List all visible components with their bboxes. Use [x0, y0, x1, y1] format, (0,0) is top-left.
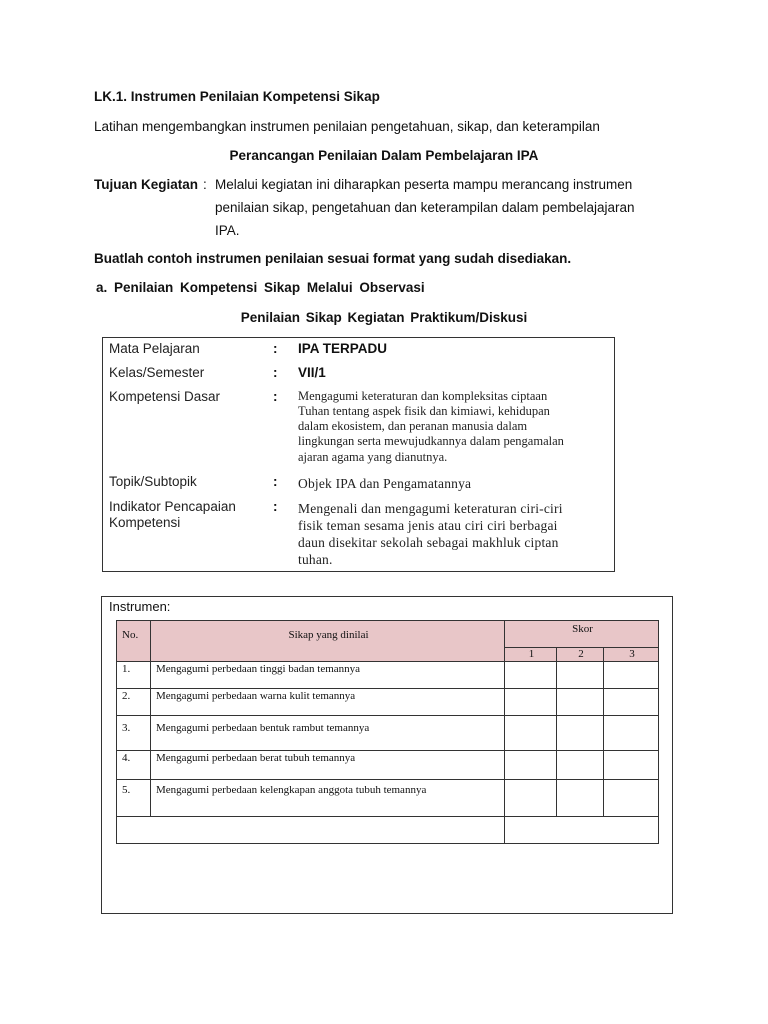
- tujuan-colon: :: [203, 177, 207, 192]
- kelas-value: VII/1: [298, 365, 326, 380]
- instrumen-label: Instrumen:: [109, 599, 171, 614]
- score-cell-3[interactable]: [603, 750, 659, 780]
- skor-col-label: 2: [578, 648, 584, 660]
- score-cell-3[interactable]: [603, 779, 659, 817]
- tujuan-line: penilaian sikap, pengetahuan dan keterampilan dalam pembelajajaran: [215, 200, 635, 215]
- kompetensi-dasar-line: lingkungan serta mewujudkannya dalam pengamalan: [298, 434, 564, 448]
- indikator-line: Mengenali dan mengagumi keteraturan ciri-ciri: [298, 501, 563, 516]
- row-no: 4.: [122, 752, 131, 764]
- row-no-cell: [116, 779, 151, 817]
- header-skor-1: [504, 647, 557, 662]
- row-no: 3.: [122, 722, 131, 734]
- row-text: Mengagumi perbedaan tinggi badan temannya: [156, 663, 361, 675]
- kelas-label: Kelas/Semester: [109, 365, 205, 380]
- table-title: Penilaian Sikap Kegiatan Praktikum/Diskusi: [240, 310, 528, 325]
- score-cell-2[interactable]: [556, 715, 604, 751]
- kompetensi-dasar-line: Tuhan tentang aspek fisik dan kimiawi, kehidupan: [298, 404, 550, 418]
- topik-value: Objek IPA dan Pengamatannya: [298, 476, 472, 491]
- row-text-cell: [150, 661, 505, 689]
- indikator-line: daun disekitar sekolah sebagai makhluk ciptan: [298, 535, 559, 550]
- kompetensi-dasar-line: Mengagumi keteraturan dan kompleksitas ciptaan: [298, 389, 548, 403]
- header-sikap: [150, 620, 505, 662]
- info-colon: :: [273, 341, 278, 356]
- mata-pelajaran-label: Mata Pelajaran: [109, 341, 200, 356]
- row-text: Mengagumi perbedaan warna kulit temannya: [156, 690, 356, 702]
- row-no: 2.: [122, 690, 131, 702]
- score-cell-1[interactable]: [504, 750, 557, 780]
- score-cell-3[interactable]: [603, 688, 659, 716]
- kompetensi-dasar-line: dalam ekosistem, dan peranan manusia dalam: [298, 419, 528, 433]
- header-skor-text: Skor: [572, 623, 593, 635]
- section-a-heading: a. Penilaian Kompetensi Sikap Melalui Observasi: [96, 280, 425, 295]
- row-text-cell: [150, 779, 505, 817]
- kompetensi-dasar-label: Kompetensi Dasar: [109, 389, 221, 404]
- score-cell-1[interactable]: [504, 661, 557, 689]
- skor-col-label: 1: [528, 648, 535, 660]
- score-cell-2[interactable]: [556, 779, 604, 817]
- header-skor-2: [556, 647, 604, 662]
- total-label-cell: [116, 816, 505, 844]
- row-no: 5.: [122, 784, 131, 796]
- skor-col-label: 3: [629, 648, 635, 660]
- row-text-cell: [150, 715, 505, 751]
- score-cell-3[interactable]: [603, 661, 659, 689]
- total-value-cell[interactable]: [504, 816, 659, 844]
- indikator-line: tuhan.: [298, 552, 333, 567]
- header-skor-3: [603, 647, 659, 662]
- topik-label: Topik/Subtopik: [109, 474, 197, 489]
- score-cell-2[interactable]: [556, 688, 604, 716]
- row-text-cell: [150, 688, 505, 716]
- info-colon: :: [273, 474, 278, 489]
- score-cell-1[interactable]: [504, 779, 557, 817]
- score-cell-2[interactable]: [556, 750, 604, 780]
- header-skor: [504, 620, 659, 648]
- tujuan-label: Tujuan Kegiatan: [94, 177, 199, 192]
- score-cell-2[interactable]: [556, 661, 604, 689]
- indikator-label: Indikator Pencapaian: [109, 499, 236, 514]
- row-no-cell: [116, 750, 151, 780]
- mata-pelajaran-value: IPA TERPADU: [298, 341, 388, 356]
- row-no-cell: [116, 688, 151, 716]
- kompetensi-dasar-line: ajaran agama yang dianutnya.: [298, 450, 448, 464]
- intro-text: Latihan mengembangkan instrumen penilaian pengetahuan, sikap, dan keterampilan: [94, 119, 600, 134]
- tujuan-line: IPA.: [215, 223, 240, 238]
- info-colon: :: [273, 389, 278, 404]
- score-cell-3[interactable]: [603, 715, 659, 751]
- indikator-line: fisik teman sesama jenis atau ciri ciri berbagai: [298, 518, 558, 533]
- header-sikap-text: Sikap yang dinilai: [288, 629, 369, 641]
- info-colon: :: [273, 365, 278, 380]
- score-cell-1[interactable]: [504, 715, 557, 751]
- section-title: Perancangan Penilaian Dalam Pembelajaran IPA: [229, 148, 539, 163]
- row-no-cell: [116, 661, 151, 689]
- row-no: 1.: [122, 663, 131, 675]
- info-colon: :: [273, 499, 278, 514]
- row-text: Mengagumi perbedaan berat tubuh temannya: [156, 752, 356, 764]
- score-cell-1[interactable]: [504, 688, 557, 716]
- page-heading: LK.1. Instrumen Penilaian Kompetensi Sikap: [94, 89, 380, 104]
- row-text: Mengagumi perbedaan kelengkapan anggota tubuh temannya: [156, 784, 427, 796]
- instruction-text: Buatlah contoh instrumen penilaian sesuai format yang sudah disediakan.: [94, 251, 572, 266]
- tujuan-line: Melalui kegiatan ini diharapkan peserta mampu merancang instrumen: [215, 177, 633, 192]
- header-no: [116, 620, 151, 662]
- header-no-text: No.: [122, 629, 139, 641]
- row-text: Mengagumi perbedaan bentuk rambut temannya: [156, 722, 370, 734]
- row-text-cell: [150, 750, 505, 780]
- row-no-cell: [116, 715, 151, 751]
- indikator-label: Kompetensi: [109, 515, 181, 530]
